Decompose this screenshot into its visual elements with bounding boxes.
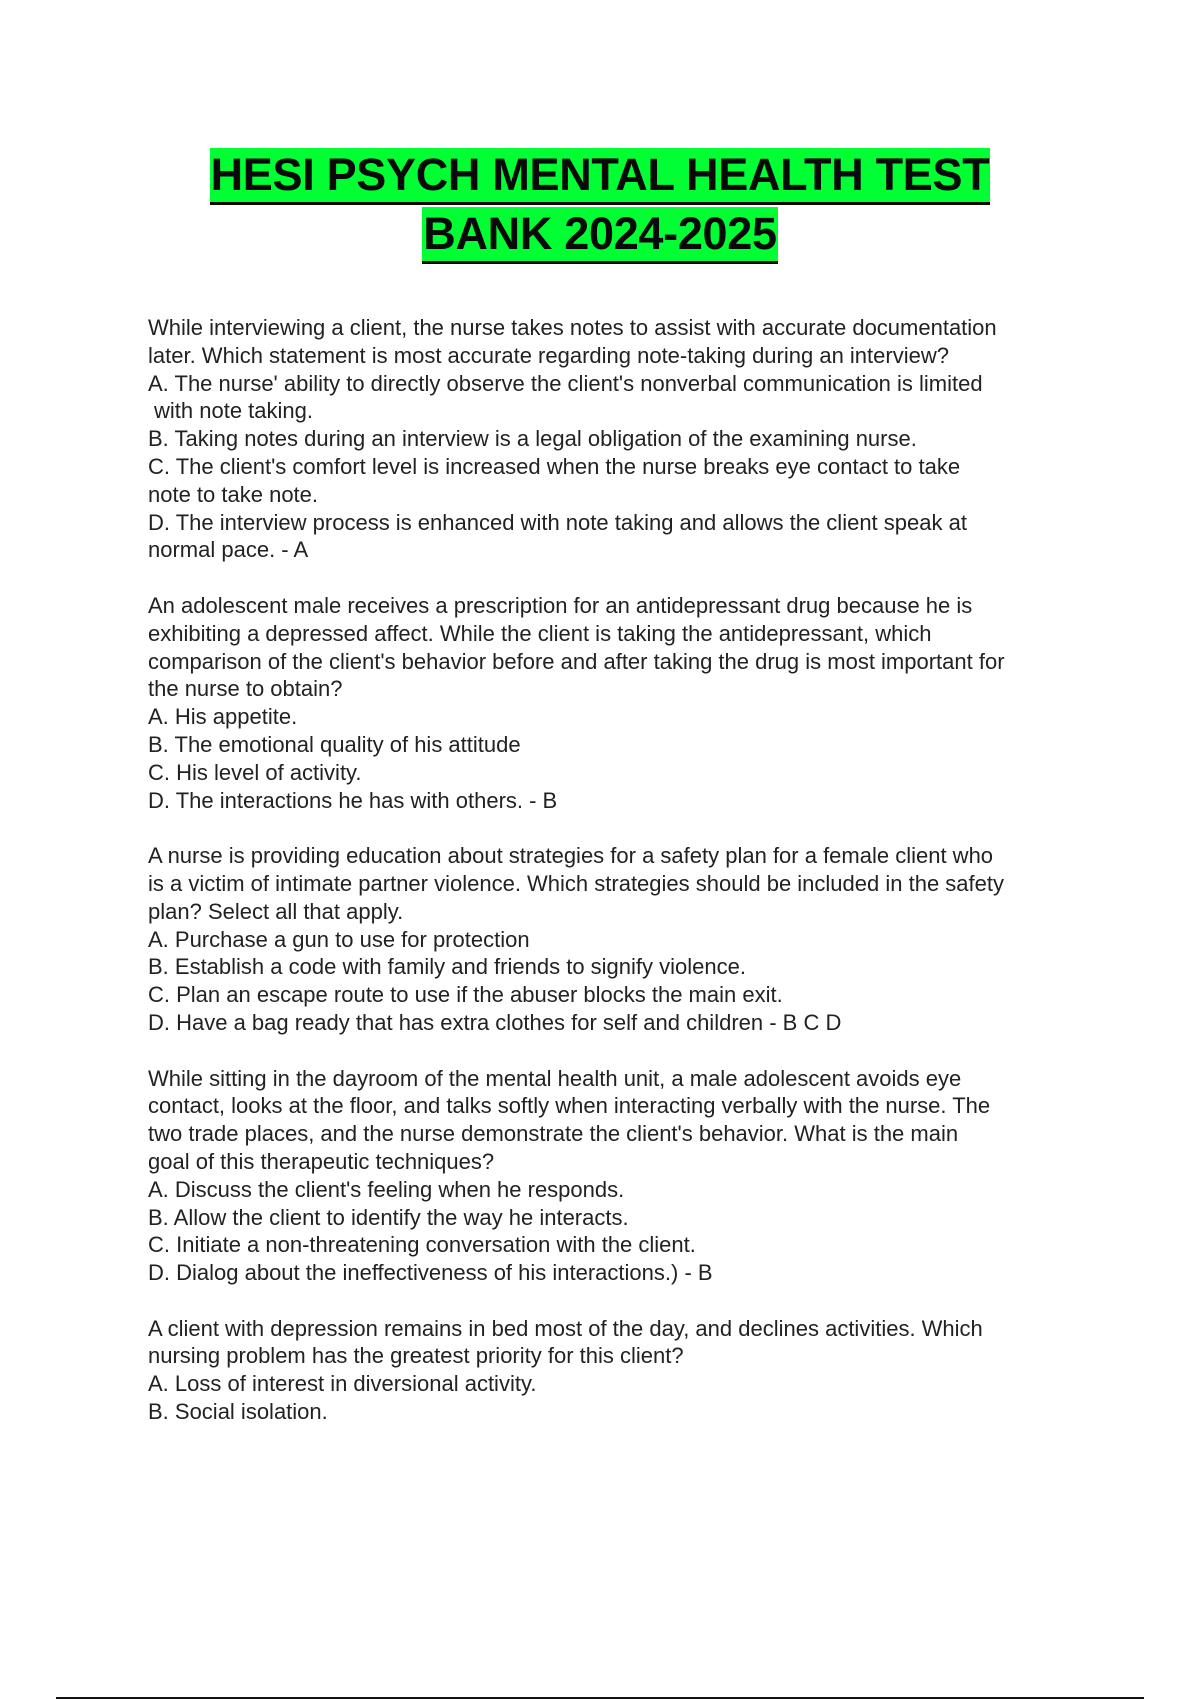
question-stem-line: the nurse to obtain? [148,676,343,702]
answer-option: C. His level of activity. [148,759,362,785]
footer-divider [56,1697,1144,1699]
answer-option: A. His appetite. [148,704,298,730]
answer-option: B. Allow the client to identify the way he interacts. [148,1204,629,1230]
question-stem-line: two trade places, and the nurse demonstrate the client's behavior. What is the main [148,1121,959,1147]
question-stem-line: plan? Select all that apply. [148,898,404,924]
question-stem-line: While sitting in the dayroom of the mental health unit, a male adolescent avoids eye [148,1065,962,1091]
question-stem-line: goal of this therapeutic techniques? [148,1148,495,1174]
title-line-2: BANK 2024-2025 [422,207,778,264]
question-stem-line: comparison of the client's behavior before and after taking the drug is most important for [148,648,1005,674]
answer-option: C. The client's comfort level is increased when the nurse breaks eye contact to take [148,453,961,479]
question-stem-line: An adolescent male receives a prescription for an antidepressant drug because he is [148,592,973,618]
answer-option-continuation: normal pace. - A [148,537,309,563]
answer-option-continuation: note to take note. [148,481,319,507]
question-stem-line: A nurse is providing education about strategies for a safety plan for a female client who [148,843,994,869]
answer-option: D. Dialog about the ineffectiveness of his interactions.) - B [148,1260,713,1286]
question-stem-line: later. Which statement is most accurate regarding note-taking during an interview? [148,342,949,368]
answer-option: A. Discuss the client's feeling when he responds. [148,1176,625,1202]
question-stem-line: contact, looks at the floor, and talks softly when interacting verbally with the nurse. The [148,1093,991,1119]
question-list [148,314,1098,1454]
question-3 [148,842,1098,1037]
answer-option: B. Social isolation. [148,1399,328,1425]
answer-option: A. Loss of interest in diversional activity. [148,1371,537,1397]
answer-option: D. Have a bag ready that has extra clothes for self and children - B C D [148,1009,842,1035]
answer-option: A. The nurse' ability to directly observe the client's nonverbal communication is limited [148,370,983,396]
question-4 [148,1065,1098,1287]
answer-option: B. The emotional quality of his attitude [148,731,521,757]
question-5 [148,1315,1098,1426]
title-line-1: HESI PSYCH MENTAL HEALTH TEST [210,148,991,205]
answer-option: B. Establish a code with family and friends to signify violence. [148,954,746,980]
answer-option: A. Purchase a gun to use for protection [148,926,530,952]
question-1 [148,314,1098,564]
answer-option-continuation: with note taking. [154,398,313,424]
document-title [0,148,1200,266]
question-stem-line: A client with depression remains in bed most of the day, and declines activities. Which [148,1315,983,1341]
answer-option: D. The interview process is enhanced with note taking and allows the client speak at [148,509,967,535]
question-stem-line: While interviewing a client, the nurse takes notes to assist with accurate documentation [148,315,997,340]
question-2 [148,592,1098,814]
answer-option: D. The interactions he has with others. - B [148,787,558,813]
answer-option: C. Plan an escape route to use if the abuser blocks the main exit. [148,982,783,1008]
question-stem-line: exhibiting a depressed affect. While the client is taking the antidepressant, which [148,620,932,646]
question-stem-line: is a victim of intimate partner violence. Which strategies should be included in the safety [148,870,1004,896]
question-stem-line: nursing problem has the greatest priority for this client? [148,1343,684,1369]
answer-option: B. Taking notes during an interview is a legal obligation of the examining nurse. [148,426,917,452]
answer-option: C. Initiate a non-threatening conversation with the client. [148,1232,696,1258]
